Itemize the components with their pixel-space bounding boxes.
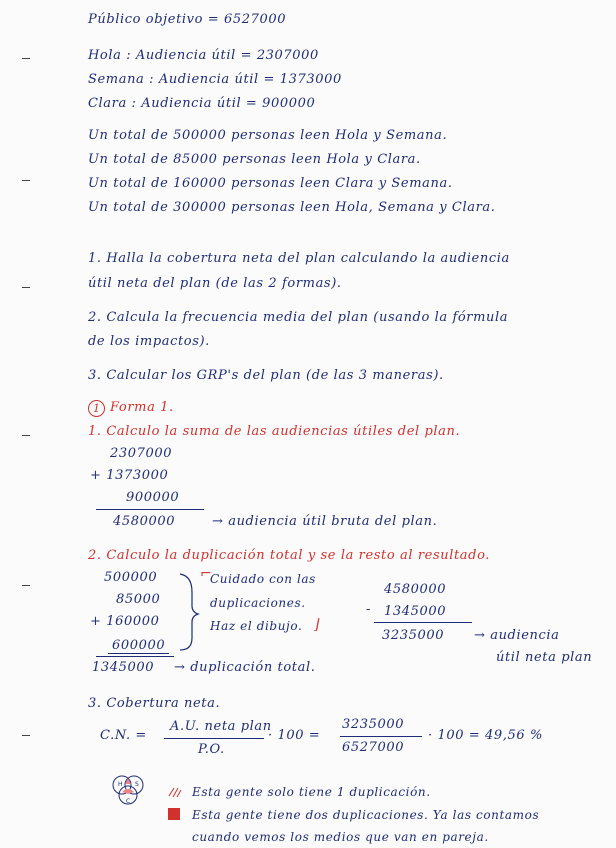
sum-line [96, 509, 204, 510]
cn-result: · 100 = 49,56 % [428, 728, 543, 743]
step-1-value: 900000 [126, 490, 180, 505]
step-3-title: 3. Cobertura neta. [88, 696, 221, 711]
fraction-line [164, 738, 264, 739]
cn-denominator-2: 6527000 [342, 740, 405, 755]
overlap-line: Un total de 160000 personas leen Clara y Semana. [88, 176, 453, 191]
margin-mark [22, 58, 30, 59]
bracket-end-mark: ⌋ [314, 617, 321, 633]
form-number-circle: 1 [88, 400, 105, 417]
step-2-value: 500000 [104, 570, 158, 585]
question-1: 1. Halla la cobertura neta del plan calculando la audiencia [88, 251, 510, 266]
fraction-line [340, 736, 422, 737]
cn-numerator: A.U. neta plan [170, 719, 272, 734]
subtraction-top: 4580000 [384, 582, 447, 597]
overlap-line: Un total de 300000 personas leen Hola, Semana y Clara. [88, 200, 496, 215]
step-2-value-boxed: 600000 [108, 638, 169, 654]
brace-icon [176, 572, 202, 652]
minus-sign: - [366, 602, 371, 617]
step-1-value: 2307000 [110, 446, 173, 461]
media-line: Clara : Audiencia útil = 900000 [88, 96, 316, 111]
cn-numerator-2: 3235000 [342, 717, 405, 732]
step-1-title: 1. Calculo la suma de las audiencias útiles del plan. [88, 424, 461, 439]
step-2-note: Haz el dibujo. [210, 619, 303, 633]
bracket-mark: ⌐ [200, 566, 213, 582]
step-1-value: + 1373000 [90, 468, 169, 483]
step-2-label: → duplicación total. [174, 660, 316, 675]
venn-diagram-icon [108, 772, 148, 808]
target-audience: Público objetivo = 6527000 [88, 12, 287, 27]
step-2-title: 2. Calculo la duplicación total y se la resto al resultado. [88, 548, 491, 563]
legend-line: Esta gente solo tiene 1 duplicación. [192, 785, 431, 799]
margin-mark [22, 180, 30, 181]
subtraction-bottom: 1345000 [384, 604, 447, 619]
question-2: 2. Calcula la frecuencia media del plan (usando la fórmula [88, 310, 509, 325]
venn-label: H [118, 781, 123, 788]
overlap-line: Un total de 85000 personas leen Hola y Clara. [88, 152, 421, 167]
media-line: Hola : Audiencia útil = 2307000 [88, 48, 319, 63]
hatched-swatch-icon [168, 786, 182, 798]
question-2-cont: de los impactos). [88, 334, 210, 349]
subtraction-line [374, 622, 472, 623]
question-3: 3. Calcular los GRP's del plan (de las 3 maneras). [88, 368, 444, 383]
sum-line [96, 656, 174, 657]
step-2-value: + 160000 [90, 614, 160, 629]
cn-times: · 100 = [268, 728, 321, 743]
question-1-cont: útil neta del plan (de las 2 formas). [88, 276, 342, 291]
margin-mark [22, 435, 30, 436]
step-1-result: 4580000 [113, 514, 176, 529]
cn-label: C.N. = [100, 728, 147, 743]
subtraction-label: → audiencia [474, 628, 560, 643]
media-line: Semana : Audiencia útil = 1373000 [88, 72, 342, 87]
overlap-line: Un total de 500000 personas leen Hola y Semana. [88, 128, 448, 143]
venn-label: S [135, 781, 139, 788]
solid-swatch-icon [168, 808, 180, 820]
step-1-label: → audiencia útil bruta del plan. [212, 514, 438, 529]
form-title: Forma 1. [110, 400, 174, 415]
step-2-note: duplicaciones. [210, 596, 306, 610]
subtraction-result: 3235000 [382, 628, 445, 643]
venn-label: C [126, 798, 131, 805]
margin-mark [22, 287, 30, 288]
legend-line: cuando vemos los medios que van en pareja. [192, 830, 489, 844]
step-2-note: Cuidado con las [210, 572, 316, 586]
subtraction-label: útil neta plan [496, 650, 593, 665]
step-2-result: 1345000 [92, 660, 155, 675]
margin-mark [22, 585, 30, 586]
legend-line: Esta gente tiene dos duplicaciones. Ya las contamos [192, 808, 540, 822]
margin-mark [22, 735, 30, 736]
step-2-value: 85000 [116, 592, 161, 607]
cn-denominator: P.O. [198, 742, 225, 757]
